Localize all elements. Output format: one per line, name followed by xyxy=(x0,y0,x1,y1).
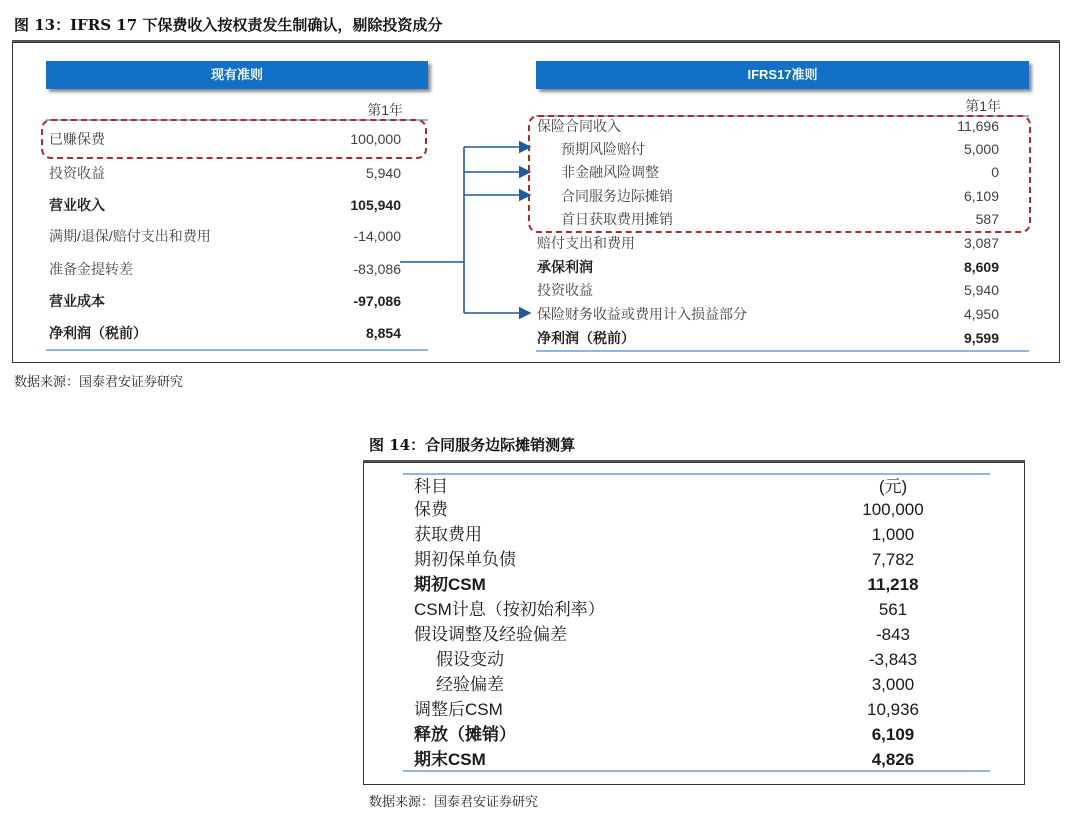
figure-13-source: 数据来源：国泰君安证券研究 xyxy=(14,375,184,390)
row-label: 保险财务收益或费用计入损益部分 xyxy=(537,306,747,322)
right-col-header: 第1年 xyxy=(965,98,1001,114)
row-label: 准备金提转差 xyxy=(49,261,133,277)
row-value: 100,000 xyxy=(862,500,924,519)
row-value: 4,950 xyxy=(963,306,999,322)
table-row xyxy=(414,475,974,499)
table-row xyxy=(414,523,974,547)
row-value: 5,000 xyxy=(963,141,999,157)
row-value: 6,109 xyxy=(963,188,999,204)
row-value: 7,782 xyxy=(871,550,915,569)
row-label: 科目 xyxy=(414,477,448,496)
row-label: 满期/退保/赔付支出和费用 xyxy=(49,228,211,244)
row-value: -83,086 xyxy=(353,261,401,277)
left-col-header: 第1年 xyxy=(367,102,403,118)
row-value: -14,000 xyxy=(353,228,401,244)
row-value: 561 xyxy=(878,600,908,619)
table-row xyxy=(414,598,974,622)
row-value: 11,696 xyxy=(957,118,999,134)
row-value: -843 xyxy=(875,625,911,644)
row-label: 预期风险赔付 xyxy=(561,141,645,157)
row-label: 非金融风险调整 xyxy=(561,164,659,180)
row-label: 期初保单负债 xyxy=(414,550,516,569)
figure-13-title: 图 13：IFRS 17 下保费收入按权责发生制确认，剔除投资成分 xyxy=(14,16,443,34)
row-label: CSM计息（按初始利率） xyxy=(414,600,605,619)
row-value: 5,940 xyxy=(963,282,999,298)
row-label: 首日获取费用摊销 xyxy=(561,211,673,227)
row-value: 6,109 xyxy=(871,725,915,744)
row-value: (元) xyxy=(878,477,908,496)
row-value: 9,599 xyxy=(963,330,999,346)
table-row xyxy=(414,548,974,572)
row-label: 营业成本 xyxy=(49,293,105,309)
row-value: 11,218 xyxy=(867,575,919,594)
row-value: -97,086 xyxy=(353,293,401,309)
row-label: 营业收入 xyxy=(49,197,105,213)
row-label: 保费 xyxy=(414,500,448,519)
row-value: 100,000 xyxy=(350,131,401,147)
table-row xyxy=(414,573,974,597)
row-label: 投资收益 xyxy=(537,282,593,298)
csm-bottom-rule xyxy=(403,770,990,772)
row-value: -3,843 xyxy=(868,650,918,669)
row-value: 8,854 xyxy=(365,325,401,341)
row-label: 期末CSM xyxy=(414,750,486,769)
right-panel-header: IFRS17准则 xyxy=(536,61,1029,89)
row-label: 保险合同收入 xyxy=(537,118,621,134)
row-label: 已赚保费 xyxy=(49,131,105,147)
row-value: 10,936 xyxy=(867,700,919,719)
row-value: 4,826 xyxy=(871,750,915,769)
row-label: 净利润（税前） xyxy=(49,325,147,341)
row-label: 承保利润 xyxy=(537,259,593,275)
table-row xyxy=(414,698,974,722)
row-value: 8,609 xyxy=(963,259,999,275)
table-row xyxy=(414,748,974,772)
figure-14-source: 数据来源：国泰君安证券研究 xyxy=(369,795,539,810)
table-row xyxy=(414,498,974,522)
row-value: 1,000 xyxy=(871,525,915,544)
figure-14-frame xyxy=(363,462,1025,785)
table-row xyxy=(414,723,974,747)
row-value: 3,087 xyxy=(963,235,999,251)
row-label: 假设变动 xyxy=(436,650,504,669)
row-value: 0 xyxy=(991,164,999,180)
row-label: 假设调整及经验偏差 xyxy=(414,625,567,644)
row-label: 赔付支出和费用 xyxy=(537,235,635,251)
row-label: 合同服务边际摊销 xyxy=(561,188,673,204)
table-row xyxy=(414,623,974,647)
table-row xyxy=(414,673,974,697)
left-panel-header: 现有准则 xyxy=(46,61,428,89)
row-value: 587 xyxy=(975,211,999,227)
row-label: 投资收益 xyxy=(49,165,105,181)
row-label: 释放（摊销） xyxy=(414,725,516,744)
row-label: 调整后CSM xyxy=(414,700,503,719)
figure-14-title: 图 14：合同服务边际摊销测算 xyxy=(369,436,576,454)
row-value: 105,940 xyxy=(350,197,401,213)
row-label: 期初CSM xyxy=(414,575,486,594)
row-label: 经验偏差 xyxy=(436,675,504,694)
row-value: 5,940 xyxy=(365,165,401,181)
row-label: 获取费用 xyxy=(414,525,482,544)
table-row xyxy=(414,648,974,672)
row-value: 3,000 xyxy=(871,675,915,694)
row-label: 净利润（税前） xyxy=(537,330,635,346)
